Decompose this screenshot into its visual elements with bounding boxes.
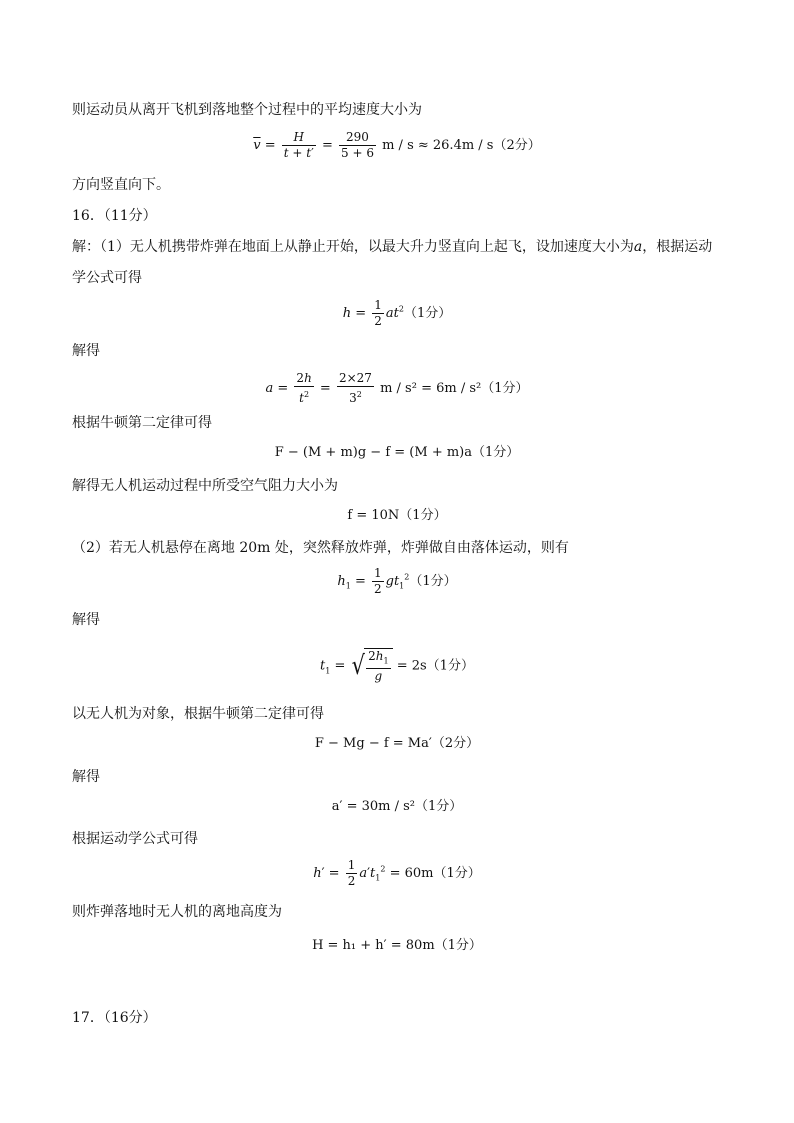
text-line: 解得 [72, 343, 100, 359]
text-line: 解得 [72, 612, 100, 628]
equation-h-prime: h′ = $\frac{1}{2}$ $a't_1^2 = 60m(1$分） [313, 858, 481, 888]
text-line: 解：（1）无人机携带炸弹在地面上从静止开始，以最大升力竖直向上起飞，设加速度大小为a，根据运动 [72, 239, 713, 255]
text-line: 根据运动学公式可得 [72, 831, 198, 847]
equation-h1: $h_1$ = $\frac{1}{2}$ $gt_1^2(1$分） [337, 566, 457, 596]
equation-h: h = $\frac{1}{2}$ $at^2(1$分） [342, 298, 452, 328]
text-line: 则炸弹落地时无人机的离地高度为 [72, 904, 282, 920]
text-line: 根据牛顿第二定律可得 [72, 415, 212, 431]
problem-17-heading: 17．（16分） [72, 1010, 157, 1026]
equation-newton-2: F − Mg − f = Ma′（2分） [314, 736, 480, 751]
text-line: 解得无人机运动过程中所受空气阻力大小为 [72, 478, 338, 494]
equation-a: a = $\frac{2h}{t^2}$ = $\frac{2\times 27}{3^2}$ m / s² = 6m / s²（1分） [265, 371, 529, 405]
text-line: 学公式可得 [72, 270, 142, 286]
text-line: 方向竖直向下。 [72, 177, 170, 193]
text-line: 以无人机为对象，根据牛顿第二定律可得 [72, 706, 324, 722]
problem-16-heading: 16．（11分） [72, 208, 157, 224]
equation-newton-1: F − (M + m)g − f = (M + m)a（1分） [274, 445, 520, 460]
text-line: 则运动员从离开飞机到落地整个过程中的平均速度大小为 [72, 102, 422, 118]
text-line: 解得 [72, 769, 100, 785]
equation-a-prime: a′ = 30m / s²（1分） [331, 799, 463, 814]
equation-H: H = h₁ + h′ = 80m（1分） [312, 938, 482, 953]
equation-f: f = 10N（1分） [347, 508, 447, 523]
equation-t1: $t_1$ = √ $\frac{2h_1}{g}$ = 2s（1分） [320, 649, 474, 684]
equation-average-velocity: $\overline{v}$ = $\frac{H}{t + t'}$ = $\frac{290}{5 + 6}$ m / s ≈ 26.4m / s（2分） [253, 130, 541, 160]
text-line: （2）若无人机悬停在离地 20m 处，突然释放炸弹，炸弹做自由落体运动，则有 [72, 540, 569, 556]
